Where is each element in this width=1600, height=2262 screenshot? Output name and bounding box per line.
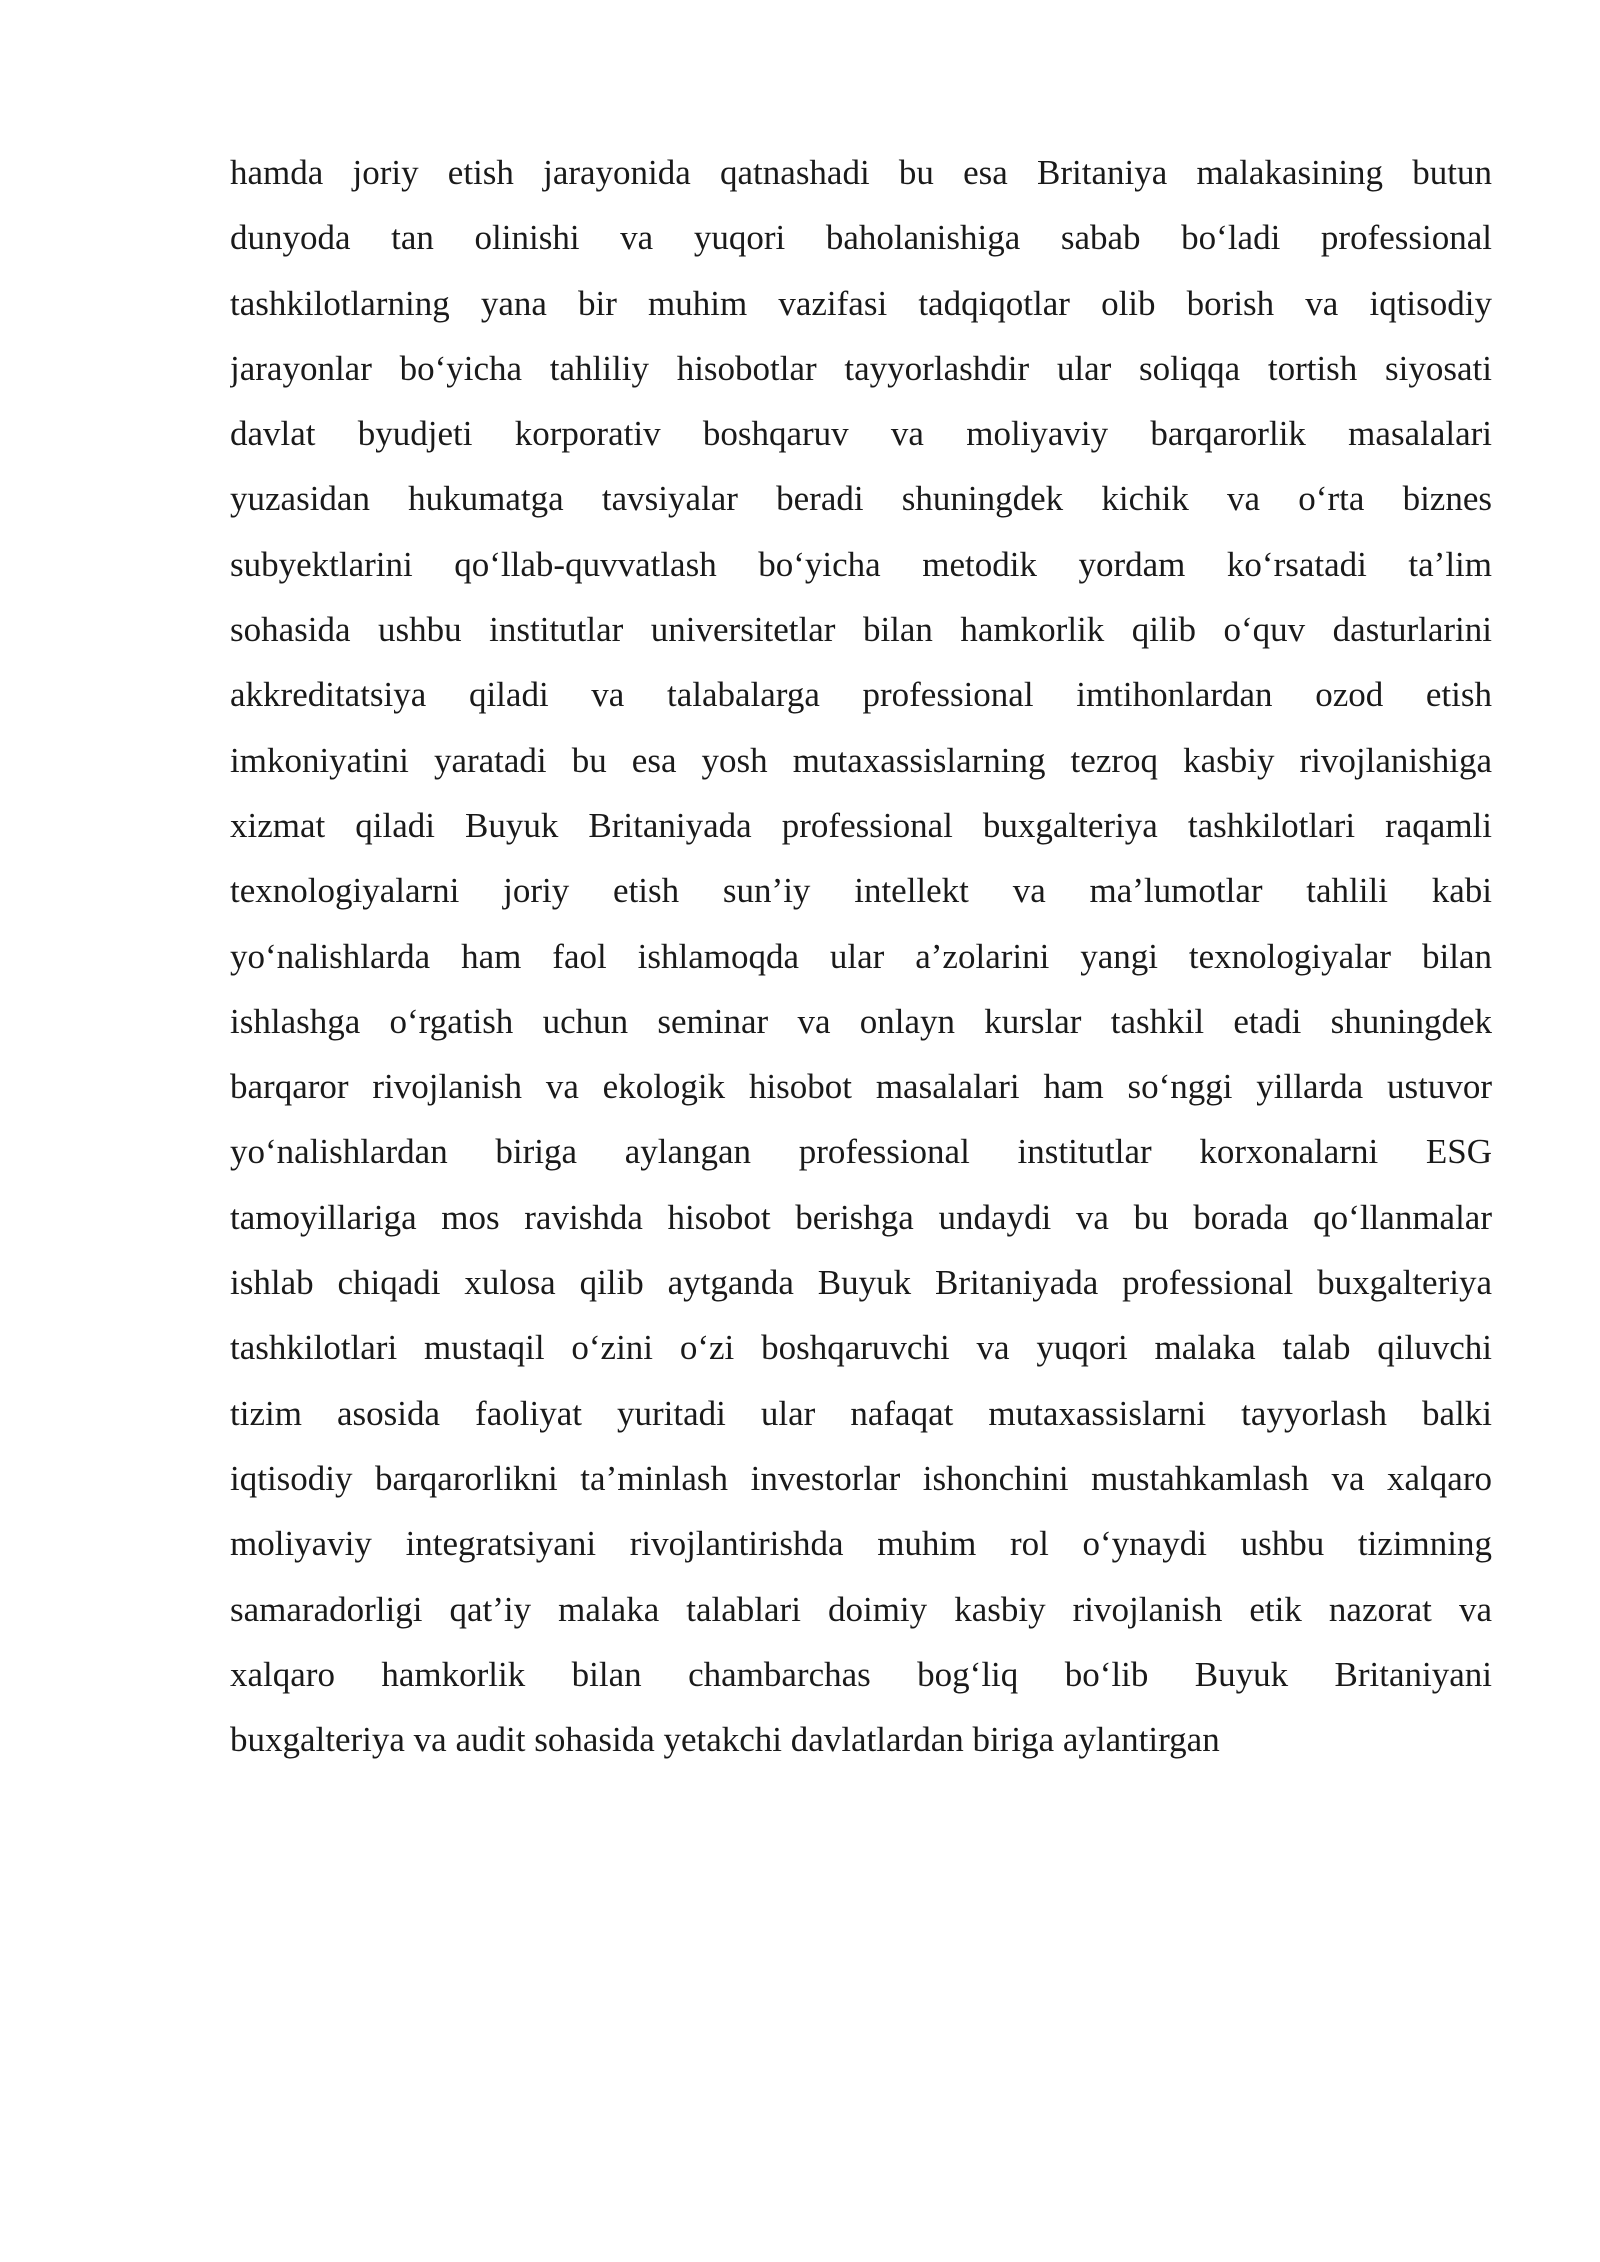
paragraph-line: subyektlarini qo‘llab-quvvatlash bo‘yicha metodik yordam ko‘rsatadi ta’lim bbox=[230, 544, 1492, 584]
paragraph-line: sohasida ushbu institutlar universitetlar bilan hamkorlik qilib o‘quv dasturlarini bbox=[230, 610, 1492, 650]
paragraph-line: iqtisodiy barqarorlikni ta’minlash investorlar ishonchini mustahkamlash va xalqaro bbox=[230, 1458, 1492, 1498]
paragraph-line: tamoyillariga mos ravishda hisobot berishga undaydi va bu borada qo‘llanmalar bbox=[230, 1197, 1492, 1237]
paragraph-line: moliyaviy integratsiyani rivojlantirishda muhim rol o‘ynaydi ushbu tizimning bbox=[230, 1524, 1492, 1564]
paragraph-line: hamda joriy etish jarayonida qatnashadi bu esa Britaniya malakasining butun bbox=[230, 153, 1492, 192]
paragraph-line: texnologiyalarni joriy etish sun’iy intellekt va ma’lumotlar tahlili kabi bbox=[230, 871, 1492, 911]
paragraph-line: tashkilotlari mustaqil o‘zini o‘zi boshqaruvchi va yuqori malaka talab qiluvchi bbox=[230, 1328, 1492, 1368]
paragraph-line: akkreditatsiya qiladi va talabalarga professional imtihonlardan ozod etish bbox=[230, 675, 1492, 715]
paragraph-line: yuzasidan hukumatga tavsiyalar beradi shuningdek kichik va o‘rta biznes bbox=[230, 479, 1492, 519]
paragraph-line: tashkilotlarning yana bir muhim vazifasi tadqiqotlar olib borish va iqtisodiy bbox=[230, 283, 1492, 323]
paragraph-line: ishlab chiqadi xulosa qilib aytganda Buyuk Britaniyada professional buxgalteriya bbox=[230, 1263, 1492, 1303]
paragraph-line: yo‘nalishlardan biriga aylangan professional institutlar korxonalarni ESG bbox=[230, 1132, 1492, 1172]
paragraph-line: jarayonlar bo‘yicha tahliliy hisobotlar tayyorlashdir ular soliqqa tortish siyosati bbox=[230, 348, 1492, 388]
paragraph-line: xizmat qiladi Buyuk Britaniyada professional buxgalteriya tashkilotlari raqamli bbox=[230, 805, 1492, 845]
paragraph-line: imkoniyatini yaratadi bu esa yosh mutaxassislarning tezroq kasbiy rivojlanishiga bbox=[230, 740, 1492, 780]
paragraph-line: davlat byudjeti korporativ boshqaruv va moliyaviy barqarorlik masalalari bbox=[230, 414, 1492, 454]
paragraph-last-line: buxgalteriya va audit sohasida yetakchi davlatlardan biriga aylantirgan bbox=[230, 1720, 1220, 1760]
paragraph-line: dunyoda tan olinishi va yuqori baholanishiga sabab bo‘ladi professional bbox=[230, 218, 1492, 258]
body-paragraph bbox=[230, 140, 1492, 1772]
paragraph-line: yo‘nalishlarda ham faol ishlamoqda ular a’zolarini yangi texnologiyalar bilan bbox=[230, 936, 1492, 976]
paragraph-line: xalqaro hamkorlik bilan chambarchas bog‘liq bo‘lib Buyuk Britaniyani bbox=[230, 1654, 1492, 1694]
paragraph-line: samaradorligi qat’iy malaka talablari doimiy kasbiy rivojlanish etik nazorat va bbox=[230, 1589, 1492, 1629]
paragraph-line: tizim asosida faoliyat yuritadi ular nafaqat mutaxassislarni tayyorlash balki bbox=[230, 1393, 1492, 1433]
paragraph-line: barqaror rivojlanish va ekologik hisobot masalalari ham so‘nggi yillarda ustuvor bbox=[230, 1067, 1492, 1107]
paragraph-line: ishlashga o‘rgatish uchun seminar va onlayn kurslar tashkil etadi shuningdek bbox=[230, 1001, 1492, 1041]
